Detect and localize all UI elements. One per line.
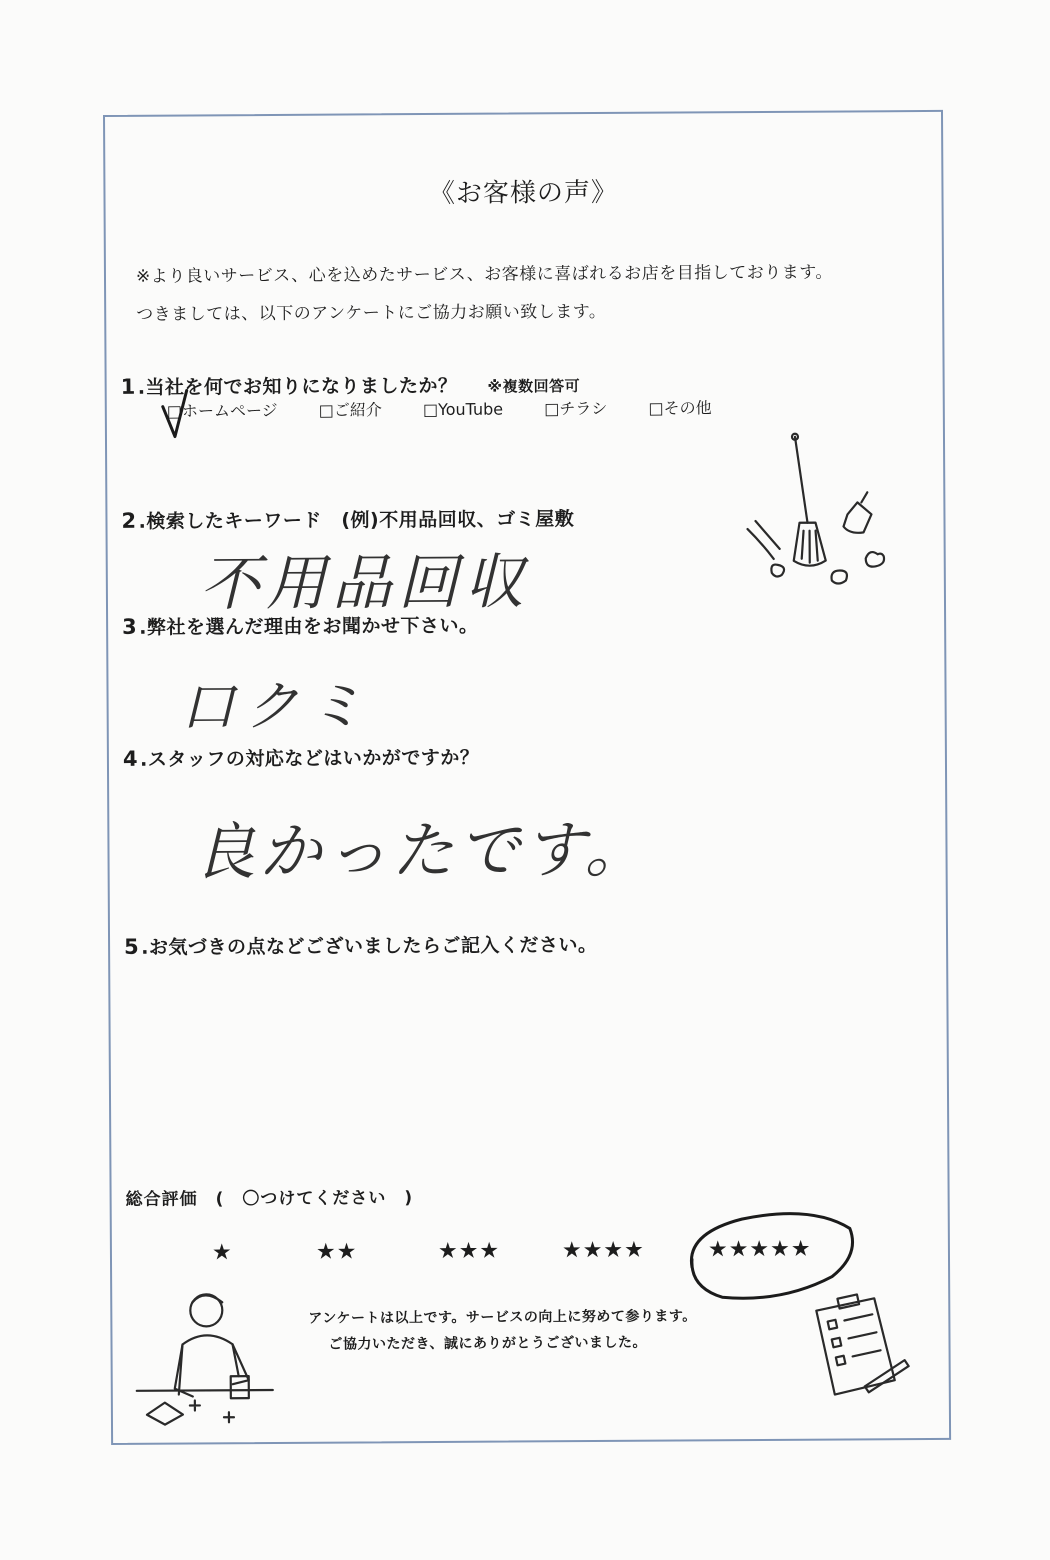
option-homepage[interactable]: □ホームページ — [166, 400, 278, 421]
closing-line-1: アンケートは以上です。サービスの向上に努めて参ります。 — [308, 1308, 697, 1327]
question-1-number: 1 — [120, 374, 136, 399]
question-2-text: 検索したキーワード (例)不用品回収、ゴミ屋敷 — [146, 508, 575, 533]
rating-4-stars[interactable]: ★★★★ — [561, 1237, 645, 1264]
question-4-text: スタッフの対応などはいかがですか？ — [147, 746, 480, 771]
question-3: 3.弊社を選んだ理由をお聞かせ下さい。 — [122, 614, 479, 639]
multiple-answer-note: ※複数回答可 — [487, 377, 581, 396]
broom-dustpan-icon — [737, 430, 908, 591]
option-flyer[interactable]: □チラシ — [544, 398, 608, 419]
question-3-text: 弊社を選んだ理由をお聞かせ下さい。 — [146, 614, 479, 639]
closing-line-2: ご協力いただき、誠にありがとうございました。 — [328, 1334, 648, 1353]
source-options — [167, 395, 748, 422]
option-other[interactable]: □その他 — [648, 398, 712, 418]
question-4-number: 4 — [122, 746, 139, 771]
intro-line-2: つきましては、以下のアンケートにご協力お願い致します。 — [136, 301, 607, 325]
question-5: 5.お気づきの点などございましたらご記入ください。 — [124, 933, 598, 959]
page-title: 《お客様の声》 — [428, 177, 619, 210]
answer-staff: 良かったです。 — [193, 812, 651, 889]
question-2-number: 2 — [121, 508, 137, 533]
answer-keyword: 不用品回収 — [199, 547, 531, 620]
survey-sheet — [103, 110, 951, 1445]
question-5-number: 5 — [124, 934, 140, 959]
answer-reason: 口クミ — [180, 674, 373, 739]
question-4: 4.スタッフの対応などはいかがですか？ — [122, 746, 480, 771]
rating-5-stars[interactable]: ★★★★★ — [707, 1236, 812, 1263]
clipboard-checklist-icon — [804, 1290, 915, 1401]
question-2: 2.検索したキーワード (例)不用品回収、ゴミ屋敷 — [121, 508, 575, 533]
question-5-text: お気づきの点などございましたらご記入ください。 — [148, 933, 598, 959]
option-youtube[interactable]: □YouTube — [422, 399, 504, 420]
option-referral[interactable]: □ご紹介 — [318, 400, 382, 420]
question-1-text: 当社を何でお知りになりましたか？ — [145, 374, 458, 399]
rating-label: 総合評価 ( 〇つけてください ) — [125, 1188, 414, 1210]
rating-2-stars[interactable]: ★★ — [315, 1239, 358, 1265]
question-3-number: 3 — [122, 614, 138, 639]
question-1: 1.当社を何でお知りになりましたか？ ※複数回答可 — [120, 374, 581, 399]
rating-1-star[interactable]: ★ — [211, 1240, 233, 1266]
cleaning-worker-icon — [134, 1284, 275, 1435]
check-mark-icon — [157, 384, 197, 444]
intro-line-1: ※より良いサービス、心を込めたサービス、お客様に喜ばれるお店を目指しております。 — [135, 262, 833, 287]
rating-3-stars[interactable]: ★★★ — [437, 1238, 501, 1264]
